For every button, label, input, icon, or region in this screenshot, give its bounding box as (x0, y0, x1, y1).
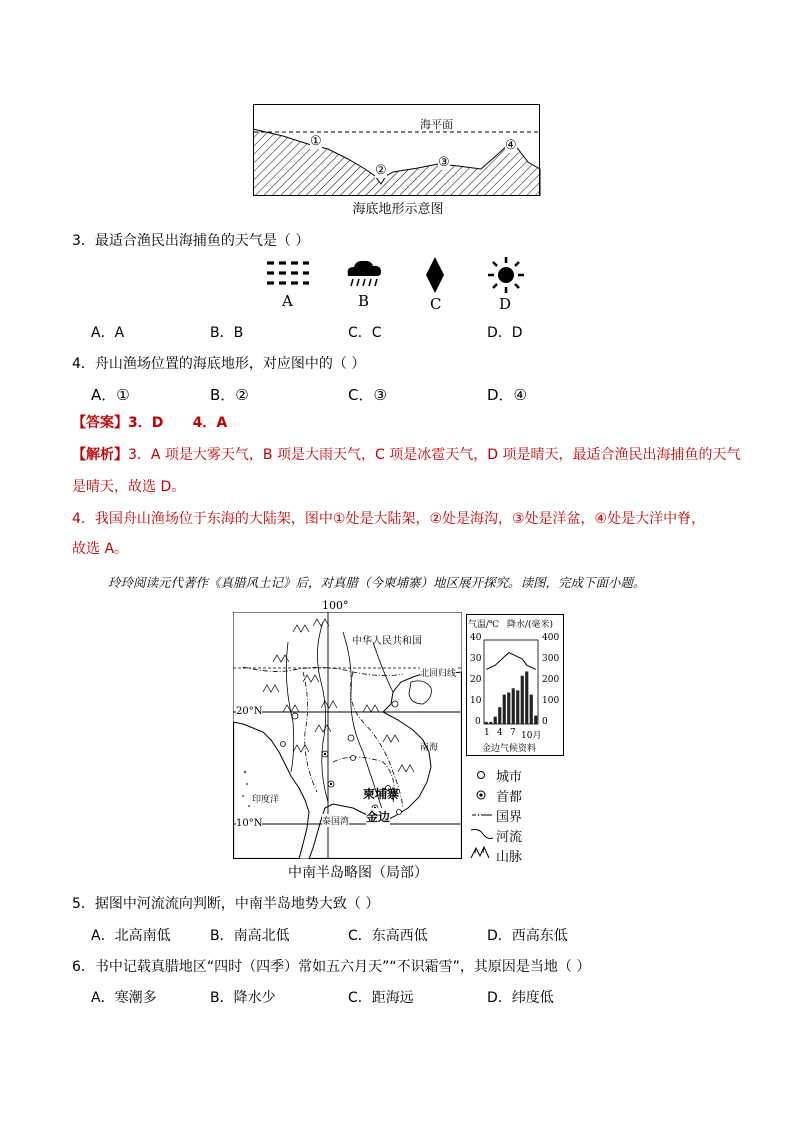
river-symbol-icon (469, 826, 495, 842)
climate-chart-plot (466, 614, 564, 756)
city-symbol-icon (474, 768, 488, 782)
q6-option-c[interactable]: C．距海远 (348, 990, 414, 1006)
analysis-text-3: 4．我国舟山渔场位于东海的大陆架，图中①处是大陆架，②处是海沟，③处是洋盆，④处是大洋中脊， (72, 511, 706, 527)
symbol-label-b: B (358, 292, 370, 310)
cambodia-label: 柬埔寨 (363, 787, 400, 801)
marker-2: ② (375, 163, 387, 178)
q5-option-b[interactable]: B．南高北低 (210, 928, 290, 944)
legend-border: 国界 (496, 810, 523, 825)
q3-option-b[interactable]: B．B (210, 325, 244, 341)
fog-icon (265, 258, 311, 290)
q6-option-a[interactable]: A．寒潮多 (91, 990, 157, 1006)
lat-20-label: 20°N (236, 706, 263, 717)
q6-option-d[interactable]: D．纬度低 (487, 990, 554, 1006)
analysis-text-1: 3．A 项是大雾天气，B 项是大雨天气，C 项是冰雹天气，D 项是晴天，最适合渔民出海捕鱼的天气 (128, 447, 741, 463)
precip-tick-300: 300 (542, 654, 560, 664)
sea-level-label: 海平面 (420, 118, 453, 131)
temp-tick-30: 30 (470, 654, 482, 664)
sunny-icon (487, 256, 525, 294)
precip-axis-label: 降水/(毫米) (507, 620, 554, 630)
capital-label: 金边 (366, 810, 391, 824)
q5-option-d[interactable]: D．西高东低 (487, 928, 568, 944)
precip-tick-100: 100 (542, 696, 560, 706)
symbol-label-a: A (282, 292, 293, 310)
temp-tick-0: 0 (475, 717, 481, 727)
q4-option-a[interactable]: A．① (91, 386, 130, 404)
month-tick-1: 1 (484, 728, 490, 738)
heavy-rain-icon (344, 259, 384, 289)
q5-option-a[interactable]: A．北高南低 (91, 928, 171, 944)
capital-symbol-icon (474, 788, 488, 802)
precip-bar-5 (503, 695, 506, 724)
lon-100-label: 100° (322, 599, 349, 612)
precip-bar-10 (525, 672, 528, 725)
precip-tick-0: 0 (542, 717, 548, 727)
month-tick-4: 4 (497, 728, 503, 738)
map-caption: 中南半岛略图（局部） (288, 865, 428, 881)
legend-mountain: 山脉 (496, 850, 523, 865)
temp-tick-10: 10 (470, 696, 482, 706)
border-symbol-icon (471, 808, 493, 822)
seafloor-diagram (253, 104, 541, 196)
temperature-line (486, 653, 536, 670)
q6-option-b[interactable]: B．降水少 (210, 990, 276, 1006)
precip-tick-400: 400 (542, 633, 560, 643)
precip-bar-11 (530, 695, 533, 724)
q4-option-b[interactable]: B．② (210, 386, 249, 404)
legend-city: 城市 (496, 770, 523, 785)
tropic-label: 北回归线 (420, 666, 456, 679)
precip-bar-3 (494, 717, 497, 724)
precip-bar-6 (507, 693, 510, 725)
q3-option-a[interactable]: A．A (91, 325, 125, 341)
q3-option-d[interactable]: D．D (487, 325, 523, 341)
precip-bar-9 (521, 676, 524, 724)
temp-tick-40: 40 (470, 633, 482, 643)
q4-stem: 4．舟山渔场位置的海底地形，对应图中的（ ） (72, 356, 366, 372)
mountain-symbol-icon (469, 844, 495, 860)
symbol-label-c: C (430, 295, 442, 313)
q6-stem: 6．书中记载真腊地区“四时（四季）常如五六月天”“不识霜雪”，其原因是当地（ ） (72, 959, 591, 975)
q3-stem: 3．最适合渔民出海捕鱼的天气是（ ） (72, 233, 310, 249)
month-tick-7: 7 (510, 728, 516, 738)
precip-bar-1 (485, 722, 488, 724)
legend-river: 河流 (496, 830, 523, 845)
answer-line (72, 408, 227, 439)
analysis-tag: 【解析】 (72, 447, 128, 463)
south-sea-label: 南海 (420, 743, 439, 753)
analysis-text-4: 故选 A。 (72, 541, 129, 557)
month-tick-10: 10月 (521, 731, 542, 741)
marker-4: ④ (505, 138, 517, 153)
precip-bar-8 (516, 690, 519, 724)
gulf-label: 泰国湾 (322, 814, 349, 827)
q5-option-c[interactable]: C．东高西低 (348, 928, 428, 944)
precip-bar-7 (512, 688, 515, 724)
precip-bar-12 (534, 716, 537, 724)
symbol-label-d: D (499, 295, 512, 313)
temp-axis-label: 气温/℃ (468, 620, 500, 630)
lat-10-label: 10°N (236, 818, 263, 829)
legend-capital: 首都 (496, 790, 523, 805)
hail-icon (425, 256, 445, 294)
marker-1: ① (310, 134, 322, 149)
q4-option-c[interactable]: C．③ (348, 386, 387, 404)
marker-3: ③ (438, 155, 450, 170)
q4-option-d[interactable]: D．④ (487, 386, 527, 404)
precip-tick-200: 200 (542, 675, 560, 685)
temp-tick-20: 20 (470, 675, 482, 685)
answer-text: 3．D 4．A (128, 415, 228, 431)
precip-bar-2 (489, 722, 492, 724)
q3-option-c[interactable]: C．C (348, 325, 382, 341)
answer-tag: 【答案】 (72, 415, 128, 431)
china-label: 中华人民共和国 (352, 636, 422, 647)
precip-bar-4 (498, 707, 501, 724)
analysis-line-1 (72, 440, 740, 471)
indian-ocean-label: 印度洋 (252, 795, 280, 805)
q5-stem: 5．据图中河流流向判断，中南半岛地势大致（ ） (72, 896, 380, 912)
analysis-text-2: 是晴天，故选 D。 (72, 479, 186, 495)
climate-chart-caption: 金边气候资料 (482, 744, 537, 754)
material-intro: 玲玲阅读元代著作《真腊风土记》后，对真腊（今柬埔寨）地区展开探究。读图，完成下面小题。 (108, 575, 646, 590)
seafloor-caption: 海底地形示意图 (352, 202, 444, 217)
